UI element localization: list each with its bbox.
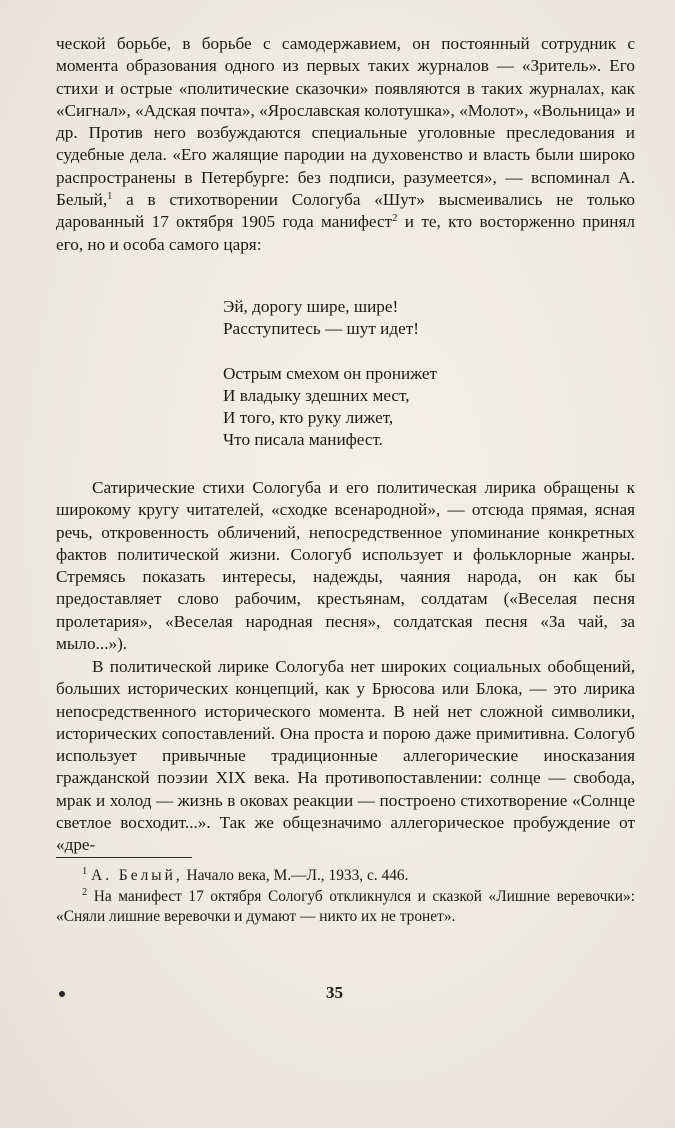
paragraph-1-text-c: и те, кто восторженно принял его, но и особа самого царя: (56, 212, 635, 254)
poem-line: Эй, дорогу шире, шире! (223, 297, 399, 316)
footnote-2-text: На манифест 17 октября Сологуб откликнулся и сказкой «Лишние веревочки»: «Сняли лишние веревочки и думают — никто их не тронет». (56, 887, 635, 925)
page-number: 35 (326, 983, 343, 1002)
footnote-2-number: 2 (82, 886, 88, 898)
poem-line: Расступитесь — шут идет! (223, 319, 419, 339)
poem-stanza-2 (223, 363, 437, 452)
footnotes (56, 866, 635, 928)
footnote-1-number: 1 (82, 866, 88, 877)
paragraph-3-text: В политической лирике Сологуба нет широких социальных обобщений, больших исторических концепций, как у Брюсова или Блока, — это лирика непосредственного исторического момента. В ней нет сложной символики, исторических сопоставлений. Она проста и порою даже примитивна. Сологуб использует привычные традиционные аллегорические иносказания гражданской поэзии XIX века. На противопоставлении: солнце — свобода, мрак и холод — жизнь в оковах реакции — построено стихотворение «Солнце светлое восходит...». Так же общезначимо аллегорическое пробуждение от «дре- (56, 657, 635, 855)
poem-stanza-1 (223, 296, 437, 341)
paragraph-2-text: Сатирические стихи Сологуба и его политическая лирика обращены к широкому кругу читателей, «сходке всенародной», — отсюда прямая, ясная речь, откровенность обличений, непосредственное упоминание конкретных фактов политической жизни. Сологуб использует и фольклорные жанры. Стремясь показать интересы, надежды, чаяния народа, он как бы предоставляет слово рабочим, крестьянам, солдатам («Веселая песня пролетария», «Веселая народная песня», солдатская песня «За чай, за мыло...»). (56, 478, 635, 654)
paragraph-3 (56, 656, 635, 857)
footnote-1 (56, 866, 635, 887)
paragraph-1-text-a: ческой борьбе, в борьбе с самодержавием, он постоянный сотрудник с момента образования одного из первых таких журналов — «Зритель». Его стихи и острые «политические сказочки» появляются в таких журналах, как «Сигнал», «Адская почта», «Ярославская колотушка», «Молот», «Вольница» и др. Против него возбуждаются специальные уголовные преследования и судебные дела. «Его жалящие пародии на духовенство и власть были широко распространены в Петербурге: без подписи, разумеется», — вспоминал А. Белый, (56, 34, 635, 210)
poem-line: Острым смехом он пронижет (223, 363, 438, 383)
poem-line: И того, кто руку лижет, (223, 408, 394, 428)
footnote-ref-2: 2 (392, 213, 398, 225)
poem-line: Что писала манифест. (223, 430, 383, 450)
footnote-2 (56, 887, 635, 928)
poem-quote (223, 296, 437, 452)
poem-line: И владыку здешних мест, (223, 385, 410, 405)
paragraph-1-text-b: а в стихотворении Сологуба «Шут» высмеивались не только дарованный 17 октября 1905 года манифест (56, 190, 635, 232)
footnote-divider (56, 857, 192, 858)
footnote-ref-1: 1 (107, 191, 113, 203)
footnote-1-text: Начало века, М.—Л., 1933, с. 446. (182, 867, 409, 884)
paragraph-1 (56, 33, 635, 256)
print-mark-dot (59, 991, 65, 997)
paragraph-2 (56, 477, 635, 655)
footnote-1-author: А. Белый, (91, 867, 183, 884)
